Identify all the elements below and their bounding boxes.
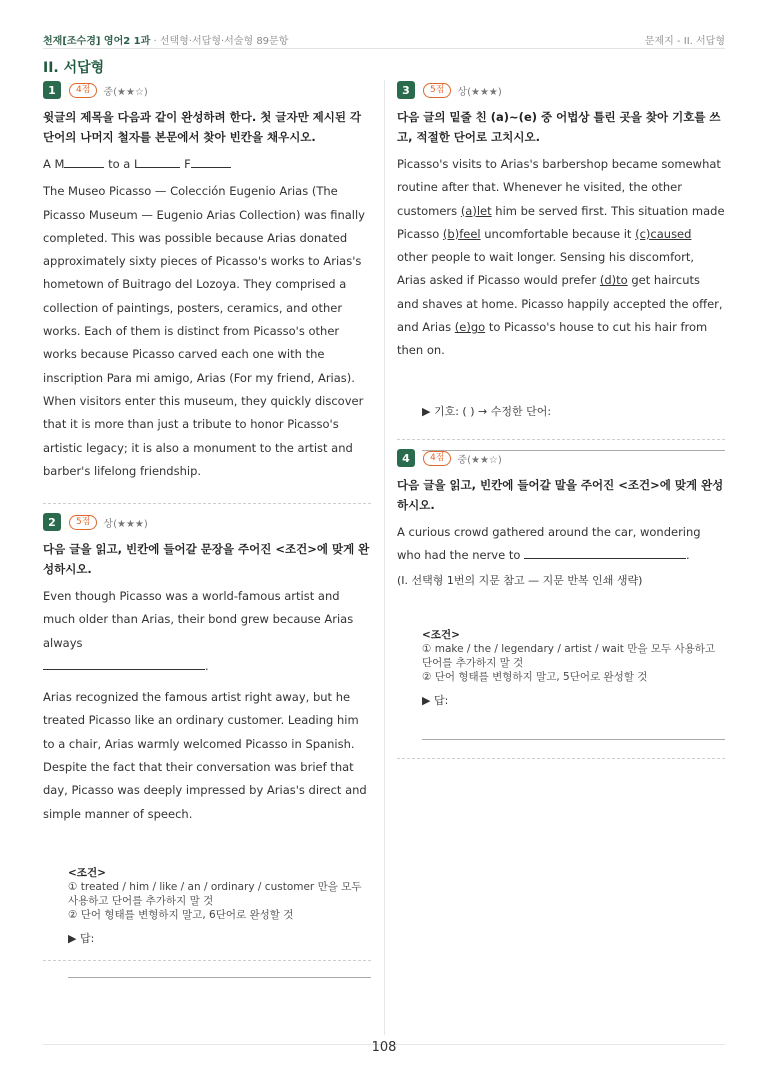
answer-label: ▶ 기호: ( ) → 수정한 단어:: [422, 404, 552, 418]
page-header: [43, 30, 725, 49]
passage-text: Picasso's visits to Arias's barbershop became somewhat routine after that. Whenever he visited, the other customers: [397, 157, 721, 218]
page-number: 108: [371, 1040, 397, 1055]
passage-text: to Picasso's house to cut his hair from then on.: [397, 320, 708, 358]
passage-text: get haircuts and shaves at home. Picasso happily accepted the offer, and Arias: [397, 273, 723, 335]
passage-text: A curious crowd gathered around the car, wondering who had the nerve to: [397, 525, 701, 563]
conditions-box: [68, 866, 371, 922]
difficulty-label: 상(★★★): [457, 86, 502, 98]
question-number: 4: [397, 449, 415, 467]
header-left: [43, 32, 288, 47]
passage-text: Even though Picasso was a world-famous artist and much older than Arias, their bond grew because Arias always: [43, 589, 354, 650]
passage: The Museo Picasso — Colección Eugenio Arias (The Picasso Museum — Eugenio Arias Collection) was finally completed. This was possible because Arias donated approximately sixty pieces of Picasso's works to Arias's hometown of Buitrago del Lozoya. They comprised a collection of paintings, posters, ceramics, and other works. Each of them is distinct from Picasso's other works because Picasso carved each one with the inscription Para mi amigo, Arias (For my friend, Arias). When visitors enter this museum, they quickly discover that it is more than just a tribute to honor Picasso's artistic legacy; it is also a monument to the artist and barber's lifelong friendship.: [43, 184, 365, 478]
passage-part-b: Arias recognized the famous artist right away, but he treated Picasso like an ordinary customer. Leading him to a chair, Arias warmly welcomed Picasso in Spanish. Despite the fact that their conversation was brief that day, Picasso was deeply impressed by Arias's direct and simple manner of speech.: [43, 690, 367, 821]
answer-label: ▶ 답:: [422, 693, 449, 707]
difficulty-label: 중(★★☆): [103, 86, 148, 98]
question-title: 윗글의 제목을 다음과 같이 완성하려 한다. 첫 글자만 제시된 각 단어의 나머지 철자를 본문에서 찾아 빈칸을 채우시오.: [43, 110, 362, 144]
title-fill-blanks: [43, 153, 371, 176]
separator: [397, 439, 725, 440]
question-1: [43, 81, 371, 483]
difficulty-label: 상(★★★): [103, 518, 148, 530]
answer-line[interactable]: [68, 976, 371, 978]
fill-a-label: A M: [43, 157, 65, 171]
passage-text: other people to wait longer. Sensing his discomfort, Arias asked if Picasso would prefer: [397, 250, 695, 288]
question-4: [397, 449, 725, 740]
question-number: 1: [43, 81, 61, 99]
underlined-b: (b)feel: [442, 226, 481, 241]
question-title: 다음 글을 읽고, 빈칸에 들어갈 말을 주어진 <조건>에 맞게 완성하시오.: [397, 478, 724, 512]
passage: A curious crowd gathered around the car, wondering who had the nerve to .: [397, 525, 701, 563]
question-number: 2: [43, 513, 61, 531]
passage: [397, 153, 725, 363]
question-title: 다음 글의 밑줄 친 (a)~(e) 중 어법상 틀린 곳을 찾아 기호를 쓰고, 적절한 단어로 고치시오.: [397, 110, 721, 144]
question-2: [43, 513, 371, 978]
answer-blank[interactable]: [524, 546, 686, 559]
conditions-title: <조건>: [68, 866, 106, 879]
conditions-box: [422, 628, 725, 684]
points-badge: 4점: [423, 451, 451, 466]
underlined-d: (d)to: [599, 273, 628, 288]
underlined-c: (c)caused: [635, 226, 692, 241]
answer-line[interactable]: [422, 738, 725, 740]
blank-line[interactable]: [191, 155, 231, 168]
underlined-e: (e)go: [454, 320, 486, 335]
question-number: 3: [397, 81, 415, 99]
passage-text: uncomfortable because it: [480, 226, 636, 241]
points-badge: 5점: [69, 515, 97, 530]
passage-note: (I. 선택형 1번의 지문 참고 — 지문 반복 인쇄 생략): [397, 573, 643, 587]
header-subtitle: · 선택형·서답형·서술형 89문항: [150, 36, 289, 47]
question-3: [397, 81, 725, 451]
answer-blank[interactable]: [43, 657, 205, 670]
underlined-a: (a)let: [460, 203, 492, 218]
question-title: 다음 글을 읽고, 빈칸에 들어갈 문장을 주어진 <조건>에 맞게 완성하시오.: [43, 542, 370, 576]
separator: [397, 758, 725, 759]
passage-text: him be served first. This situation made Picasso: [397, 203, 725, 241]
blank-line[interactable]: [140, 155, 180, 168]
section-title: II. 서답형: [43, 60, 105, 76]
condition-1: ① make / the / legendary / artist / wait 만을 모두 사용하고 단어를 추가하지 말 것: [422, 642, 716, 669]
condition-2: ② 단어 형태를 변형하지 말고, 5단어로 완성할 것: [422, 670, 648, 683]
publisher-label: 천재[조수경] 영어2 1과: [43, 36, 151, 47]
passage-part-a: Even though Picasso was a world-famous artist and much older than Arias, their bond grew because Arias always .: [43, 589, 354, 673]
answer-label: ▶ 답:: [68, 931, 95, 945]
conditions-title: <조건>: [422, 628, 460, 641]
points-badge: 4점: [69, 83, 97, 98]
column-divider: [384, 80, 385, 1035]
header-right: 문제지 - II. 서답형: [644, 36, 725, 47]
condition-1: ① treated / him / like / an / ordinary / customer 만을 모두 사용하고 단어를 추가하지 말 것: [68, 880, 362, 907]
difficulty-label: 중(★★☆): [457, 454, 502, 466]
condition-2: ② 단어 형태를 변형하지 말고, 6단어로 완성할 것: [68, 908, 294, 921]
fill-to-label: to a L: [108, 157, 141, 171]
separator: [43, 503, 371, 504]
points-badge: 5점: [423, 83, 451, 98]
fill-f-label: F: [184, 157, 191, 171]
blank-line[interactable]: [64, 155, 104, 168]
separator: [43, 960, 371, 961]
